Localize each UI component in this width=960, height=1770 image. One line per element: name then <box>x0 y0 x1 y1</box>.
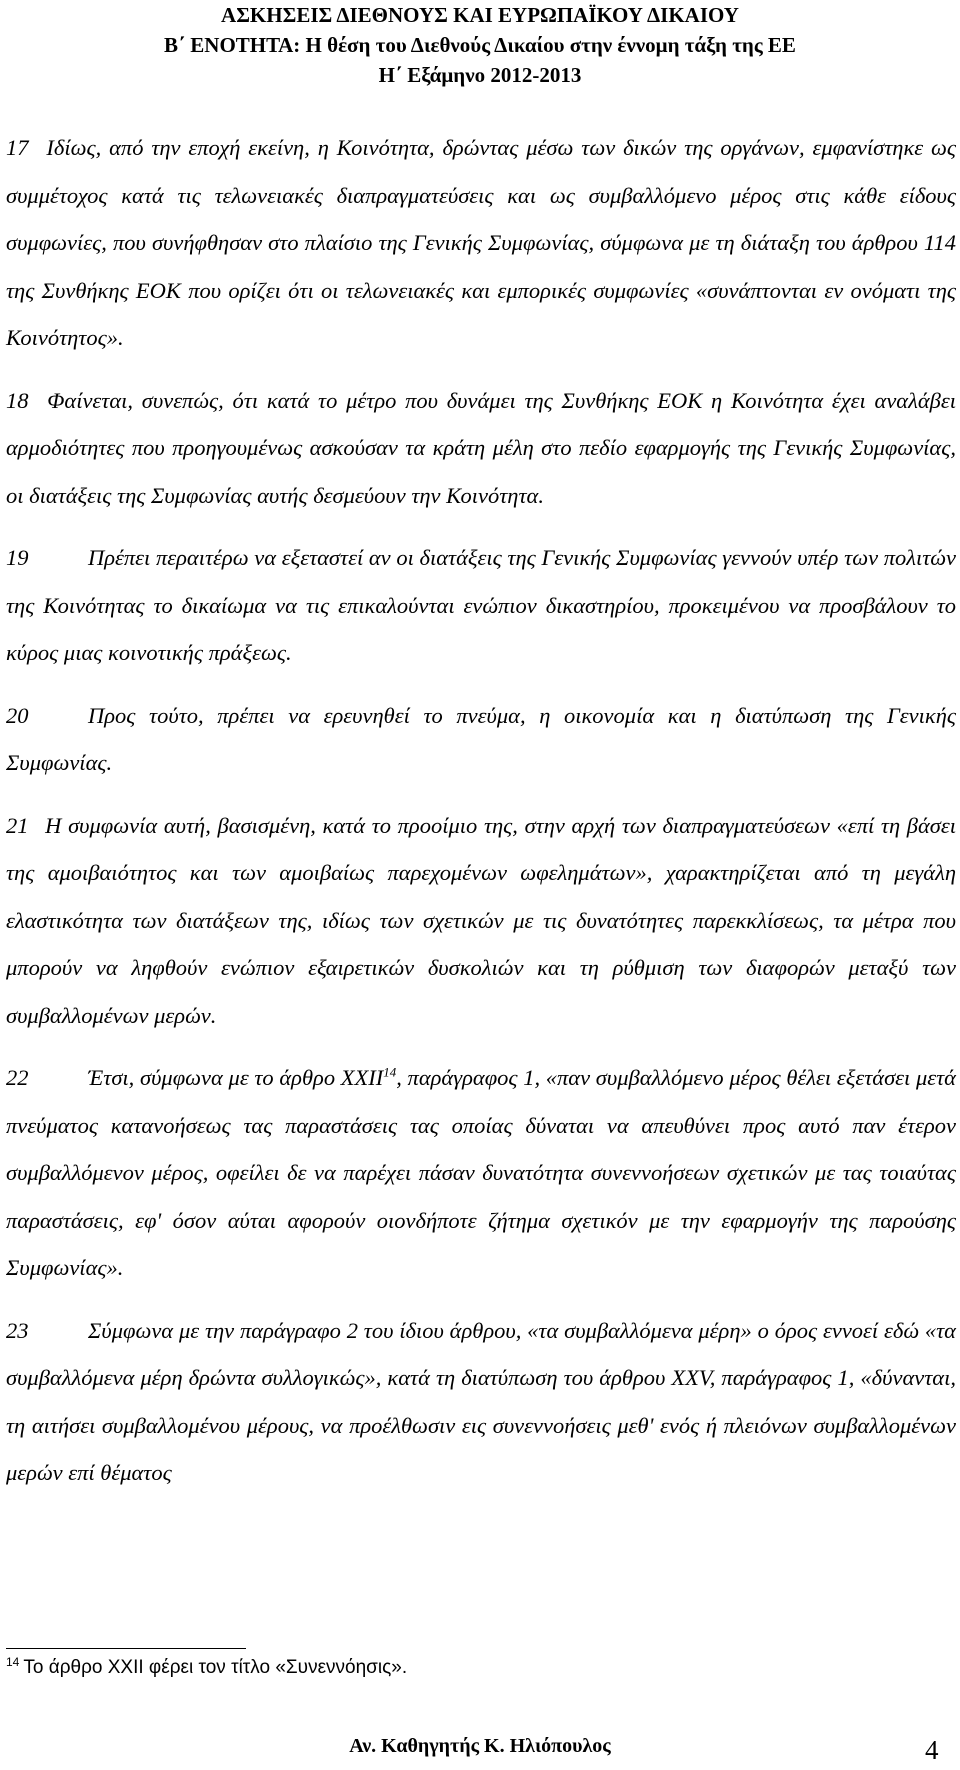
paragraph-number: 21 <box>6 812 29 838</box>
paragraph-text: Προς τούτο, πρέπει να ερευνηθεί το πνεύμα, η οικονομία και η διατύπωση της Γενικής Συμφωνίας. <box>6 702 956 775</box>
page-header <box>0 0 960 90</box>
footnote-divider <box>6 1648 246 1649</box>
footnote-text: Το άρθρο XXII φέρει τον τίτλο «Συνεννόησις». <box>23 1657 408 1678</box>
paragraph-number: 20 <box>6 702 29 728</box>
paragraph-18 <box>6 377 956 520</box>
footer-author: Αν. Καθηγητής Κ. Ηλιόπουλος <box>349 1735 611 1757</box>
paragraph-21 <box>6 802 956 1040</box>
header-semester: Η΄ Εξάμηνο 2012-2013 <box>378 63 582 87</box>
paragraph-number: 19 <box>6 545 29 570</box>
footnote-reference[interactable]: 14 <box>383 1064 397 1080</box>
paragraph-number: 17 <box>6 135 29 160</box>
header-unit-title: Β΄ ΕΝΟΤΗΤΑ: Η θέση του Διεθνούς Δικαίου στην έννομη τάξη της ΕΕ <box>164 33 796 57</box>
footnote <box>6 1655 906 1681</box>
paragraph-text: Ιδίως, από την εποχή εκείνη, η Κοινότητα, δρώντας μέσω των δικών της οργάνων, εμφανίστηκε ως συμμέτοχος κατά τις τελωνειακές διαπραγματεύσεις και ως συμβαλλόμενο μέρος στις κάθε είδους συμφωνίες, που συνήφθησαν στο πλαίσιο της Γενικής Συμφωνίας, σύμφωνα με τη διάταξη του άρθρου 114 της Συνθήκης ΕΟΚ που ορίζει ότι οι τελωνειακές και εμπορικές συμφωνίες «συνάπτονται εν ονόματι της Κοινότητος». <box>6 135 956 350</box>
paragraph-text: Σύμφωνα με την παράγραφο 2 του ίδιου άρθρου, «τα συμβαλλόμενα μέρη» ο όρος εννοεί εδώ «τα συμβαλλόμενα μέρη δρώντα συλλογικώς», κατά τη διατύπωση του άρθρου XXV, παράγραφος 1, «δύνανται, τη αιτήσει συμβαλλομένου μέρους, να προέλθωσιν εις συνεννοήσεις μεθ' ενός ή πλειόνων συμβαλλομένων μερών επί θέματος <box>6 1317 956 1485</box>
paragraph-number: 22 <box>6 1065 29 1090</box>
paragraph-text-before-ref: Έτσι, σύμφωνα με το άρθρο XXII <box>88 1065 384 1090</box>
paragraph-text: Φαίνεται, συνεπώς, ότι κατά το μέτρο που δυνάμει της Συνθήκης ΕΟΚ η Κοινότητα έχει αναλάβει αρμοδιότητες που προηγουμένως ασκούσαν τα κράτη μέλη στο πεδίο εφαρμογής της Γενικής Συμφωνίας, οι διατάξεις της Συμφωνίας αυτής δεσμεύουν την Κοινότητα. <box>6 387 956 508</box>
header-course-title: ΑΣΚΗΣΕΙΣ ΔΙΕΘΝΟΥΣ ΚΑΙ ΕΥΡΩΠΑΪΚΟΥ ΔΙΚΑΙΟΥ <box>221 3 739 27</box>
footnote-number: 14 <box>6 1654 20 1669</box>
paragraph-number: 23 <box>6 1317 29 1343</box>
paragraph-23 <box>6 1307 956 1497</box>
paragraph-number: 18 <box>6 387 29 413</box>
paragraph-19 <box>6 534 956 677</box>
paragraph-17 <box>6 124 956 362</box>
paragraph-text: Η συμφωνία αυτή, βασισμένη, κατά το προοίμιο της, στην αρχή των διαπραγματεύσεων «επί τη βάσει της αμοιβαιότητος και των αμοιβαίως παρεχομένων ωφελημάτων», χαρακτηρίζεται από τη μεγάλη ελαστικότητα των διατάξεων της, ιδίως των σχετικών με τις δυνατότητες παρεκκλίσεως, τα μέτρα που μπορούν να ληφθούν ενώπιον εξαιρετικών δυσκολιών και τη ρύθμιση των διαφορών μεταξύ των συμβαλλομένων μερών. <box>6 812 957 1028</box>
paragraph-text-after-ref: , παράγραφος 1, «παν συμβαλλόμενο μέρος θέλει εξετάσει μετά πνεύματος κατανοήσεως τας παραστάσεις τας οποίας δύναται να απευθύνει προς αυτό παν έτερον συμβαλλόμενον μέρος, οφείλει δε να παρέχει πάσαν δυνατότητα συνεννοήσεων σχετικών με τας τοιαύτας παραστάσεις, εφ' όσον αύται αφορούν οιονδήποτε ζήτημα σχετικόν με την εφαρμογήν της παρούσης Συμφωνίας». <box>6 1065 956 1280</box>
paragraph-20 <box>6 692 956 787</box>
document-body <box>6 124 956 1512</box>
paragraph-text: Πρέπει περαιτέρω να εξεταστεί αν οι διατάξεις της Γενικής Συμφωνίας γεννούν υπέρ των πολιτών της Κοινότητας το δικαίωμα να τις επικαλούνται ενώπιον δικαστηρίου, προκειμένου να προσβάλουν το κύρος μιας κοινοτικής πράξεως. <box>6 545 956 665</box>
page-number: 4 <box>925 1735 939 1765</box>
paragraph-22 <box>6 1054 956 1292</box>
